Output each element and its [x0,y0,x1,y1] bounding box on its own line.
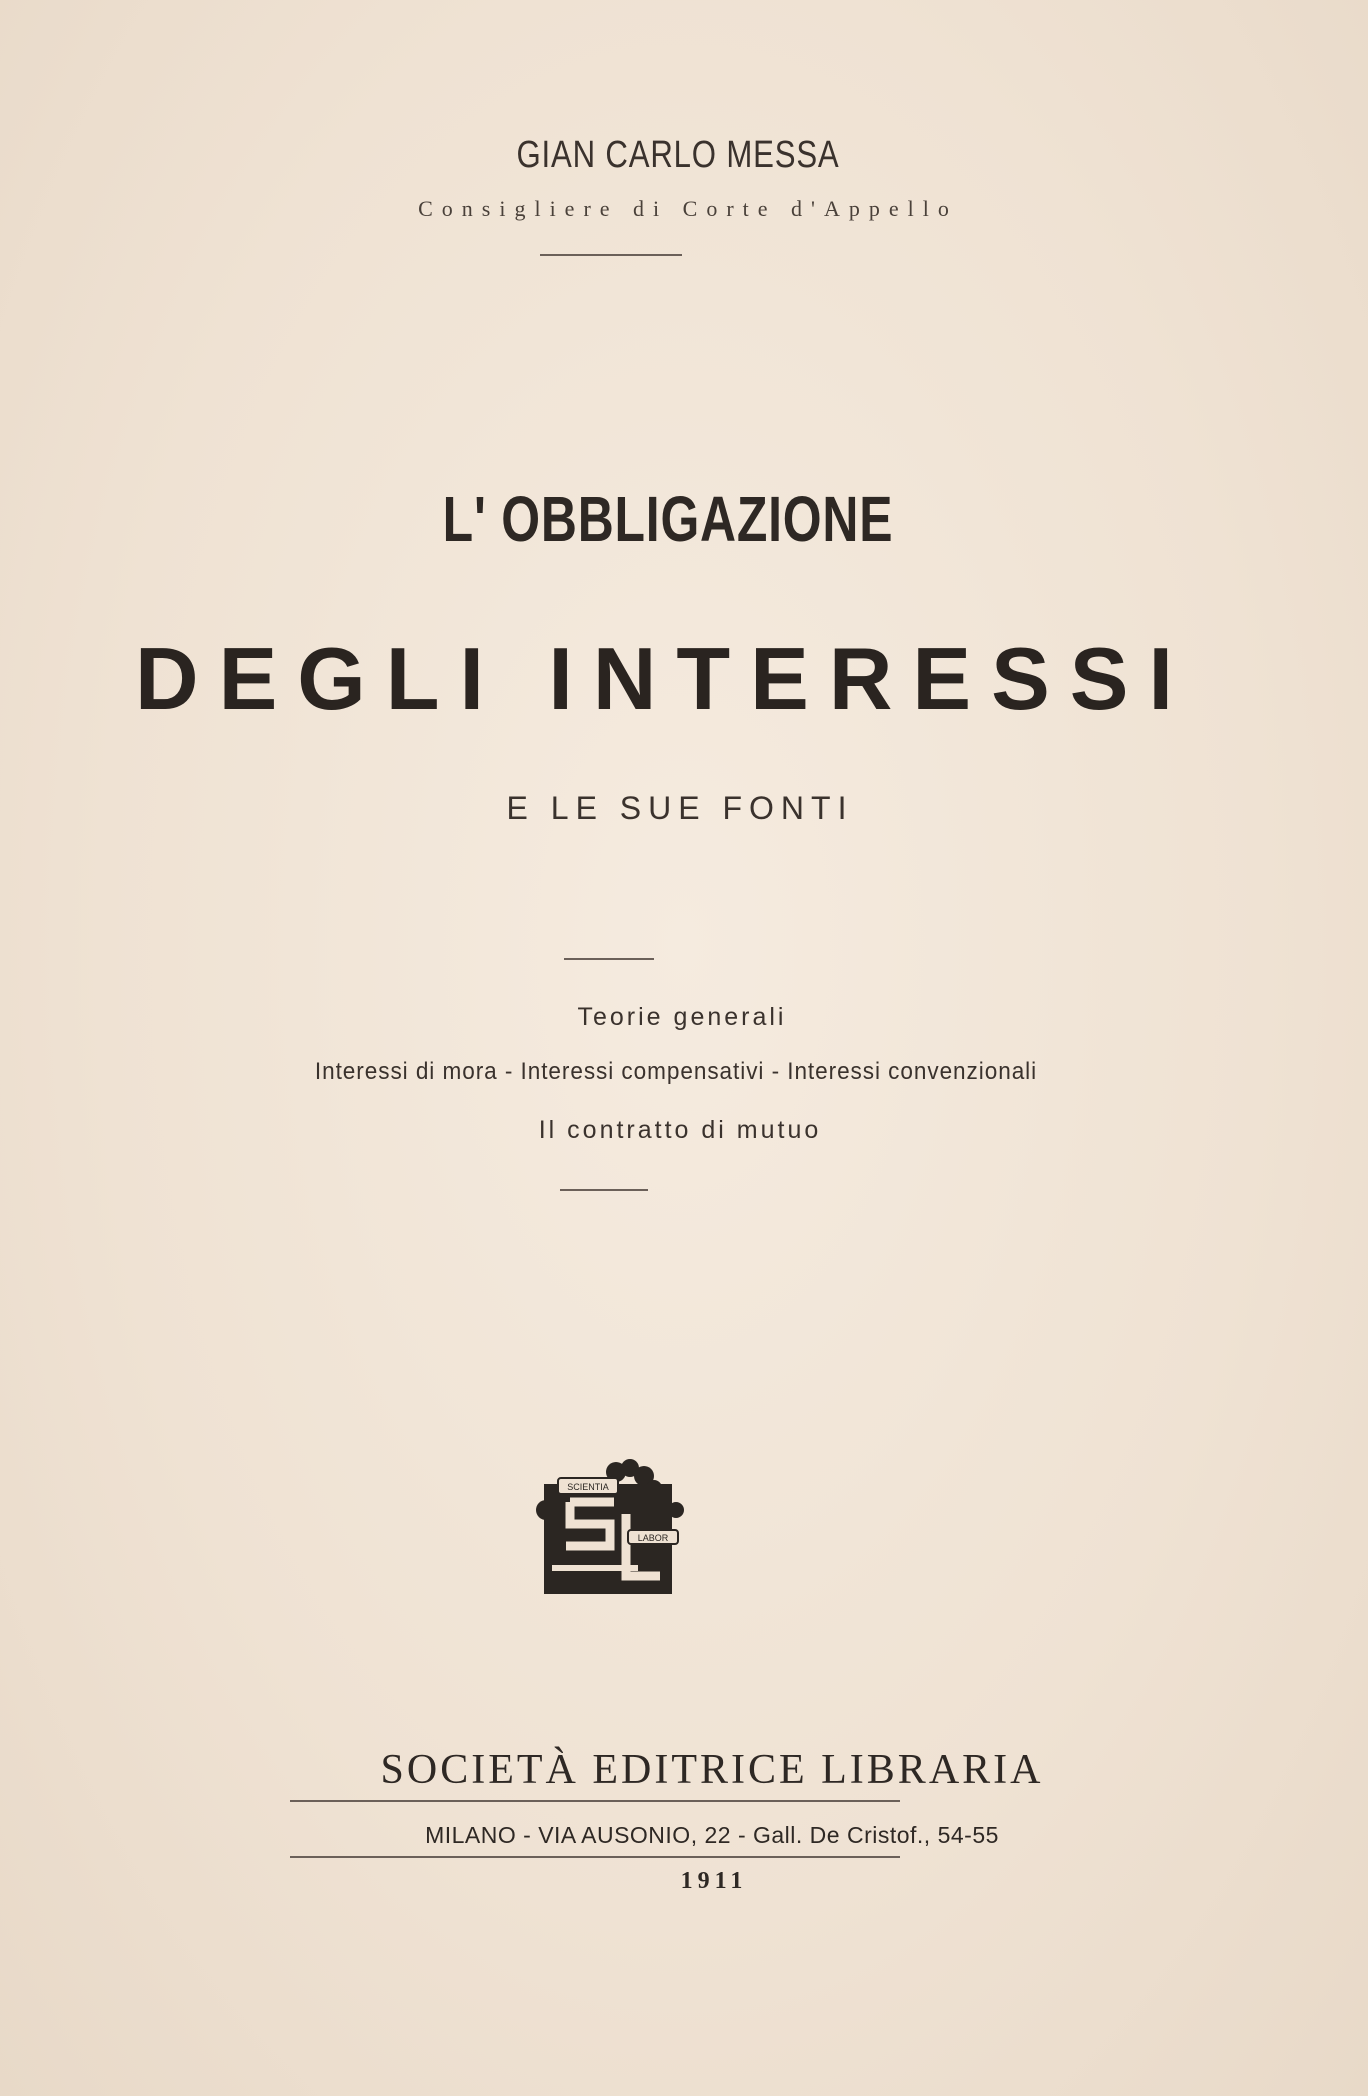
publisher-address: MILANO - VIA AUSONIO, 22 - Gall. De Cristof., 54-55 [425,1822,999,1848]
divider [564,958,654,960]
divider [560,1189,648,1191]
contents-line-1: Teorie generali [577,1003,787,1031]
divider [290,1856,900,1858]
author-name: GIAN CARLO MESSA [516,134,840,176]
publisher-emblem-icon [530,1458,686,1598]
motto-bottom: LABOR [637,1533,669,1543]
publisher-name: SOCIETÀ EDITRICE LIBRARIA [380,1747,1044,1793]
author-role: Consigliere di Corte d'Appello [418,196,958,221]
motto-top: SCIENTIA [567,1482,609,1492]
divider [290,1800,900,1802]
title-line-3: E LE SUE FONTI [506,790,854,826]
contents-line-2: Interessi di mora - Interessi compensativi - Interessi convenzionali [314,1058,1038,1085]
title-line-2: DEGLI INTERESSI [135,629,1193,728]
publication-year: 1911 [680,1868,748,1894]
divider [540,254,682,256]
contents-line-3: Il contratto di mutuo [538,1116,822,1144]
title-line-1: L' OBBLIGAZIONE [442,483,894,555]
